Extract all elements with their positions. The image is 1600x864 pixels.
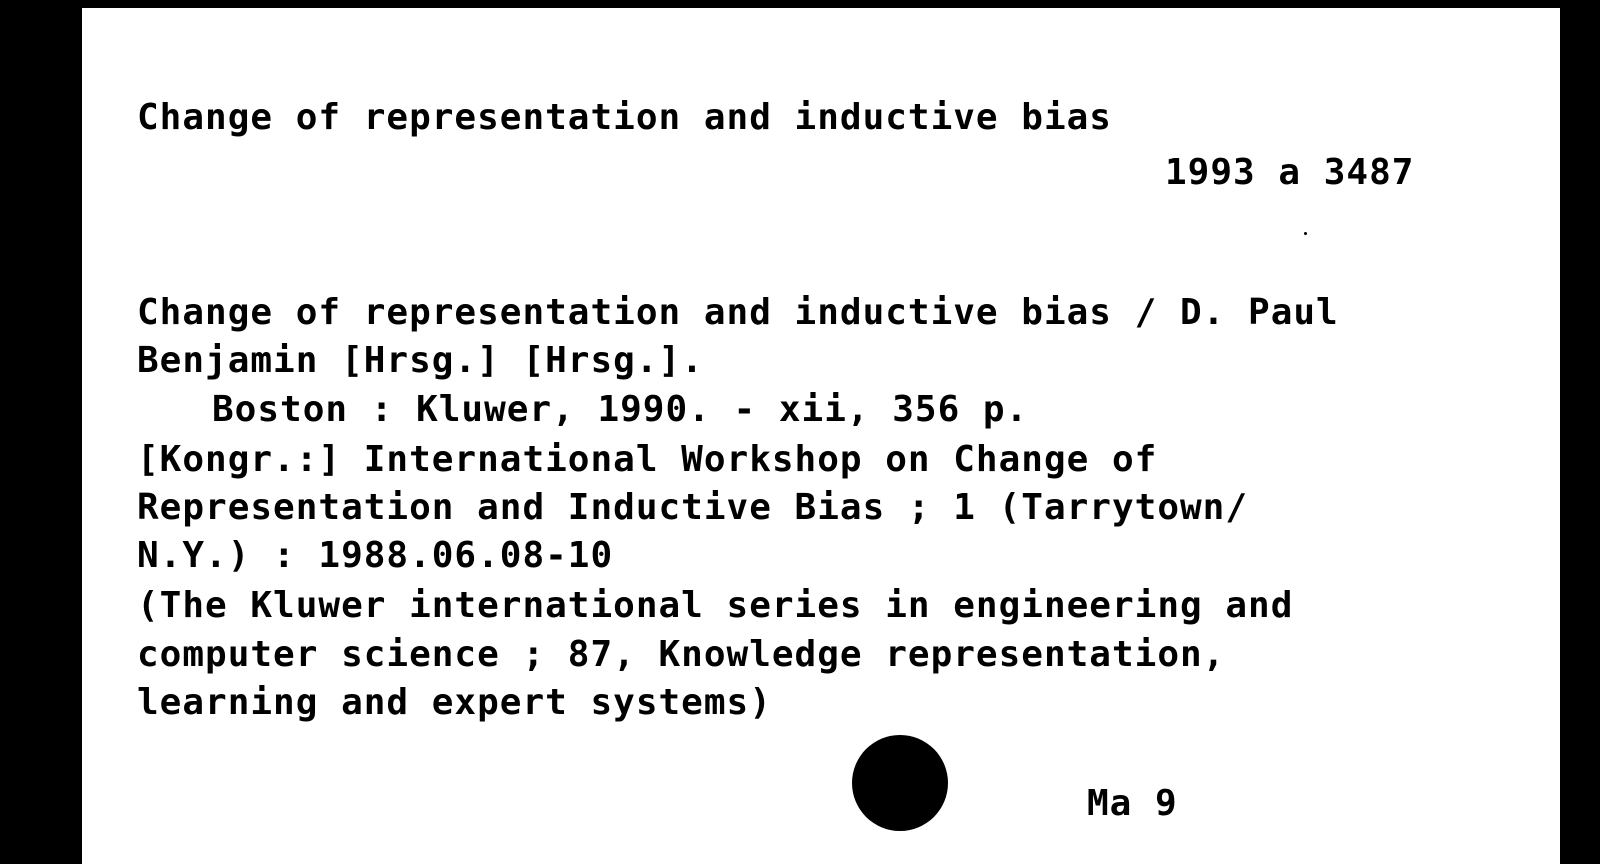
punch-hole [852,735,948,831]
record-conference-line-1: [Kongr.:] International Workshop on Change of [137,439,1158,480]
record-series-line-3: learning and expert systems) [137,682,772,723]
record-conference-line-3: N.Y.) : 1988.06.08-10 [137,535,614,576]
record-series-line-2: computer science ; 87, Knowledge representation, [137,634,1226,675]
catalog-card [82,8,1560,864]
record-series-line-1: (The Kluwer international series in engineering and [137,585,1294,626]
record-imprint-line: Boston : Kluwer, 1990. - xii, 356 p. [212,389,1029,430]
record-responsibility-line: Benjamin [Hrsg.] [Hrsg.]. [137,340,704,381]
card-header-title: Change of representation and inductive bias [137,97,1112,138]
shelf-mark: Ma 9 [1087,783,1178,824]
call-number: 1993 a 3487 [1165,152,1415,193]
scan-speck [1304,232,1307,235]
record-title-line: Change of representation and inductive bias / D. Paul [137,292,1339,333]
record-conference-line-2: Representation and Inductive Bias ; 1 (Tarrytown/ [137,487,1249,528]
